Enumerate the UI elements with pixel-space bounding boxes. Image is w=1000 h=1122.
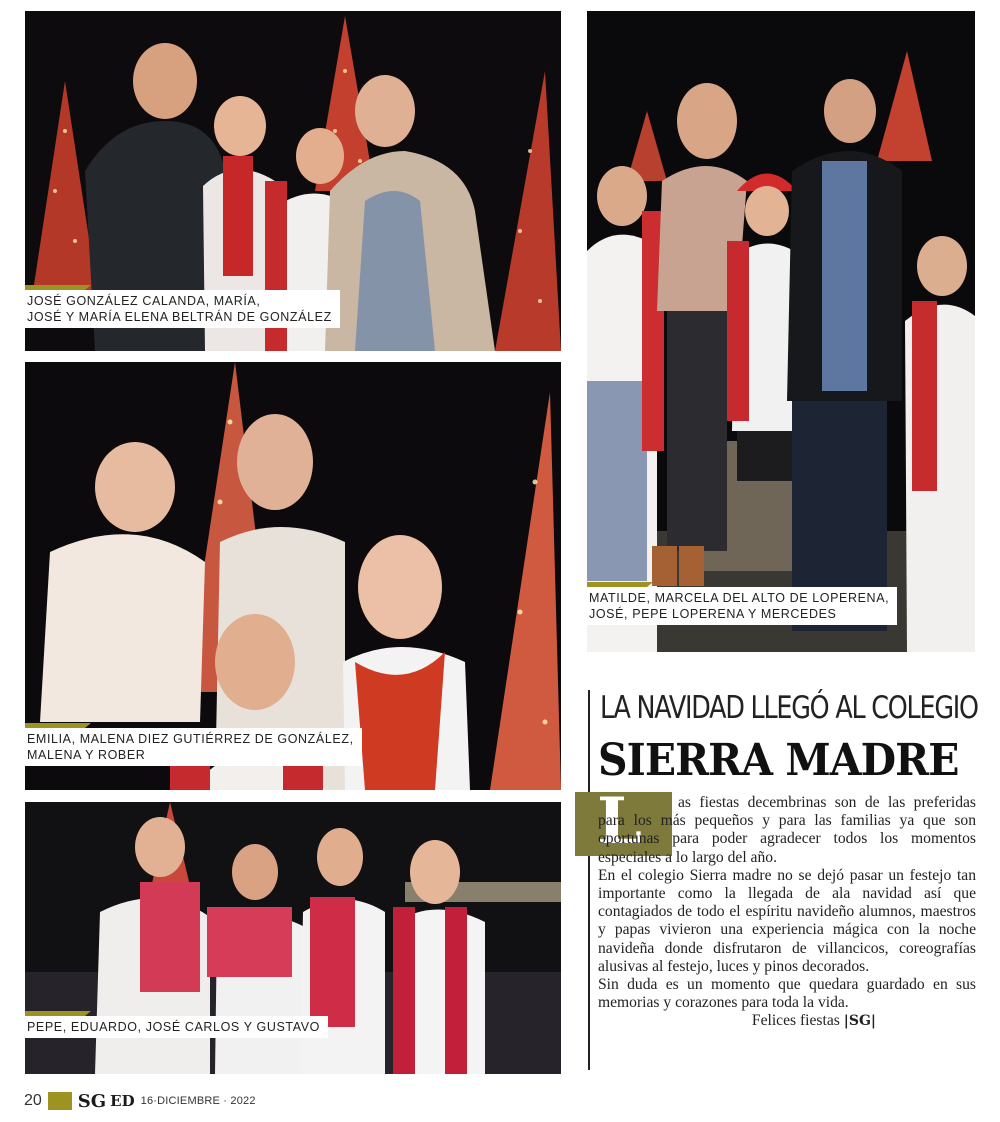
article-kicker: LA NAVIDAD LLEGÓ AL COLEGIO [600,690,978,726]
caption-line: EMILIA, MALENA DIEZ GUTIÉRREZ DE GONZÁLEZ, [27,732,354,746]
caption-line: MALENA Y ROBER [27,748,146,762]
photo-caption [25,1016,328,1038]
accent-block [48,1092,72,1110]
caption-line: PEPE, EDUARDO, JOSÉ CARLOS Y GUSTAVO [27,1020,320,1034]
caption-line: JOSÉ, PEPE LOPERENA Y MERCEDES [589,607,837,621]
article-paragraph: En el colegio Sierra madre no se dejó pasar un festejo tan importante como la llegada de ala navidad así que contagiados de todo el espíritu navideño alumnos, maestros y papas vivieron una experiencia mágica con la noche navideña donde disfrutaron de villancicos, coreografías alusivas al festejo, luces y pinos decorados. [598,866,976,975]
photo-caption [25,290,340,328]
page-number: 20 [24,1092,42,1109]
photo-boys-group [25,802,561,1074]
issue-date: 16·DICIEMBRE · 2022 [140,1095,256,1107]
caption-line: JOSÉ Y MARÍA ELENA BELTRÁN DE GONZÁLEZ [27,310,332,324]
article-signoff [598,1012,976,1030]
article-body [598,794,976,1031]
photo-family-gonzalez [25,11,561,351]
article-paragraph: as fiestas decembrinas son de las preferidas para los más pequeños y para las familias ya que son oportunas para poder agradecer todos los momentos especiales a lo largo del año. [598,794,976,866]
photo-family-loperena [587,11,975,652]
article-rule [588,690,590,1070]
article-headline: SIERRA MADRE [598,735,959,786]
sg-logo: SG [77,1090,107,1112]
signoff-text: Felices fiestas [751,1012,840,1030]
photo-caption [25,728,362,766]
caption-line: JOSÉ GONZÁLEZ CALANDA, MARÍA, [27,294,261,308]
photo-caption [587,587,897,625]
caption-line: MATILDE, MARCELA DEL ALTO DE LOPERENA, [589,591,890,605]
ed-logo: ED [110,1092,135,1110]
drop-cap-letter: L [597,784,642,859]
photo-family-diez [25,362,561,790]
christmas-photo-scene [587,11,975,652]
signoff-logo: |SG| [843,1013,876,1030]
page-footer [24,1091,256,1111]
article-paragraph: Sin duda es un momento que quedara guardado en sus memorias y corazones para toda la vida. [598,976,976,1012]
christmas-photo-scene [25,362,561,790]
